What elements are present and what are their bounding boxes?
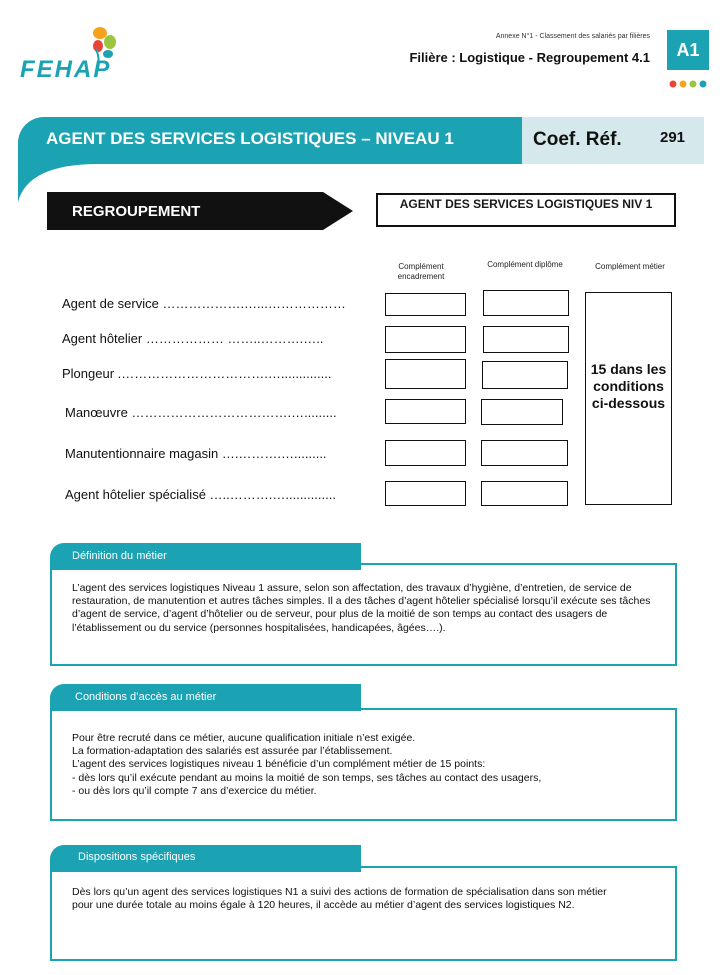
section-title-conditions: Conditions d’accès au métier <box>75 691 217 703</box>
condition-line: - dès lors qu’il exécute pendant au moins la moitié de son temps, ses tâches au contact des usagers, <box>72 771 542 784</box>
encadrement-cell <box>385 399 466 424</box>
annex-label: Annexe N°1 - Classement des salariés par filières <box>495 33 650 40</box>
diplome-cell <box>482 361 568 389</box>
condition-line: Pour être recruté dans ce métier, aucune qualification initiale n’est exigée. <box>72 732 416 744</box>
condition-line: - ou dès lors qu’il compte 7 ans d’exercice du métier. <box>72 784 317 797</box>
diplome-cell <box>483 326 569 353</box>
job-agent-de-service: Agent de service ……………….…...……………… <box>62 296 346 311</box>
diplome-cell <box>481 481 568 506</box>
section-body-dispositions: Dès lors qu’un agent des services logistiques N1 a suivi des actions de formation de spécialisation dans son métier pour une durée totale au moins égale à 120 heures, il accède au métier d’agent des services logistiques N2. <box>72 886 607 912</box>
category-badge: A1 <box>667 30 709 70</box>
section-title-dispositions: Dispositions spécifiques <box>78 851 196 863</box>
regroupement-value: AGENT DES SERVICES LOGISTIQUES NIV 1 <box>376 193 676 227</box>
complement-diplome-header: Complément diplôme <box>487 260 563 269</box>
section-box-dispositions <box>50 866 677 961</box>
metier-value: 15 dans les conditions ci-dessous <box>590 361 667 411</box>
diplome-cell <box>481 440 568 466</box>
job-manutentionnaire: Manutentionnaire magasin ….……….…......... <box>65 446 327 461</box>
job-agent-hotelier-specialise: Agent hôtelier spécialisé …..……….….............. <box>65 487 336 502</box>
encadrement-cell <box>385 293 466 316</box>
diplome-cell <box>483 290 569 316</box>
job-plongeur: Plongeur .…………………………….….............. <box>62 366 332 381</box>
complement-metier-header: Complément métier <box>595 262 665 271</box>
coef-label: Coef. Réf. <box>533 129 622 150</box>
page-title: AGENT DES SERVICES LOGISTIQUES – NIVEAU 1 <box>46 129 454 148</box>
encadrement-cell <box>385 326 466 353</box>
filiere-label: Filière : Logistique - Regroupement 4.1 <box>409 50 650 65</box>
coef-value: 291 <box>660 129 686 146</box>
section-body-definition: L’agent des services logistiques Niveau 1 assure, selon son affectation, des travaux d’hygiène, d’entretien, de service de restauration, de manutention et autres tâches simples. Il a des tâches d’agent hôtelier spécialisé lorsqu’il exécute ses tâches d’agent de service, d’agent d’hôtelier ou de serveur, pour plus de la moitié de son temps au contact des usagers de l’établissement ou du service (personnes hospitalisées, handicapées, âgées….). <box>72 582 651 634</box>
color-dots-icon <box>669 79 711 89</box>
complement-encadrement-header: Complément encadrement <box>397 262 445 281</box>
section-title-definition: Définition du métier <box>72 550 167 562</box>
job-manoeuvre: Manœuvre ……………………………….…......... <box>65 405 337 420</box>
section-body-conditions <box>72 732 632 798</box>
diplome-cell <box>481 399 563 425</box>
encadrement-cell <box>385 440 466 466</box>
encadrement-cell <box>385 359 466 389</box>
condition-line: La formation-adaptation des salariés est assurée par l’établissement. <box>72 745 393 758</box>
job-agent-hotelier: Agent hôtelier ……………… ……..……….….. <box>62 331 324 346</box>
regroupement-label: REGROUPEMENT <box>72 203 201 220</box>
encadrement-cell <box>385 481 466 506</box>
condition-line: L’agent des services logistiques niveau 1 bénéficie d’un complément métier de 15 points: <box>72 758 486 771</box>
logo-text: FEHAP <box>20 56 112 83</box>
